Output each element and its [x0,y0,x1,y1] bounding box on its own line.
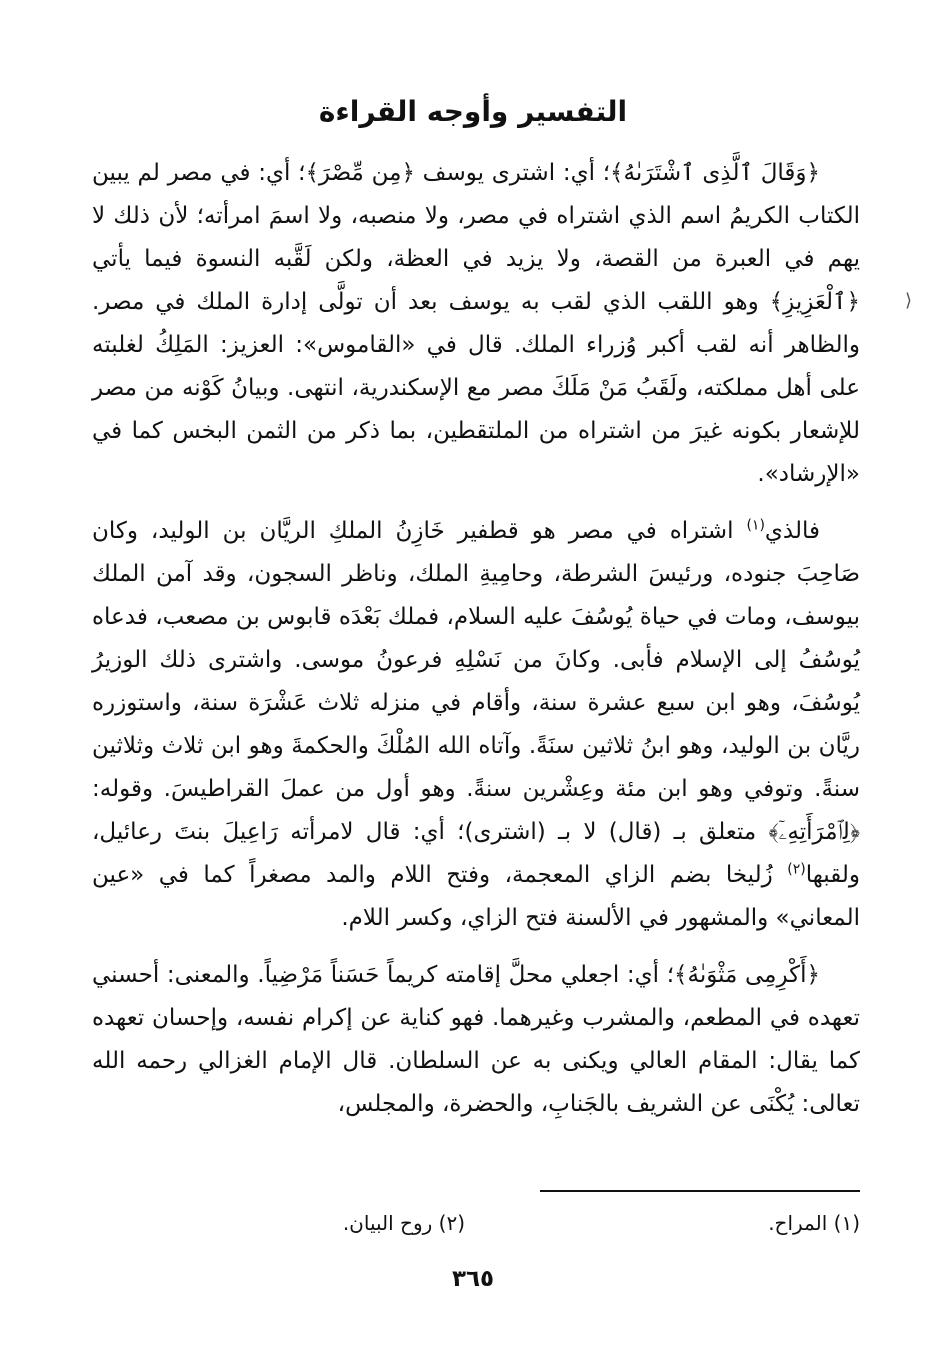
paragraph-3-text: ﴿أَكْرِمِى مَثْوَىٰهُ﴾؛ أي: اجعلي محلَّ إقامته كريماً حَسَناً مَرْضِياً. والمعنى: أحسني تعهده في المطعم، والمشرب وغيرهما. فهو كناية عن إكرام نفسه، وإحسان تعهده كما يقال: المقام العالي ويكنى به عن السلطان. قال الإمام الغزالي رحمه الله تعالى: يُكْنَى عن الشريف بالجَنابِ، والحضرة، والمجلس، [92,962,860,1117]
footnote-rule [540,1190,860,1192]
paragraph-1-text: ﴿وَقَالَ ٱلَّذِى ٱشْتَرَىٰهُ﴾؛ أي: اشترى يوسف ﴿مِن مِّصْرَ﴾؛ أي: في مصر لم يبين الكتاب الكريمُ اسم الذي اشتراه في مصر، ولا منصبه، ولا اسمَ امرأته؛ لأن ذلك لا يهم في العبرة من القصة، ولا يزيد في العظة، ولكن لَقَّبه النسوة فيما يأتي ﴿ٱلْعَزِيزِ﴾ وهو اللقب الذي لقب به يوسف بعد أن تولَّى إدارة الملك في مصر. والظاهر أنه لقب أكبر وُزراء الملك. قال في «القاموس»: العزيز: المَلِكُ لغلبته على أهل مملكته، ولَقَبُ مَنْ مَلَكَ مصر مع الإسكندرية، انتهى. وبيانُ كَوْنه من مصر للإشعار بكونه غيرَ من اشتراه من الملتقطين، بما ذكر من الثمن البخس كما في «الإرشاد». [92,160,860,487]
running-head: التفسير وأوجه القراءة [318,95,628,128]
page-number: ٣٦٥ [451,1266,495,1292]
footnote-1 [768,1208,860,1238]
paragraph-3 [92,954,860,1126]
footnote-2-text: روح البيان. [342,1211,433,1235]
footnote-ref-2[interactable]: (٢) [787,861,806,878]
footnote-2-number: (٢) [438,1211,465,1235]
paragraph-1 [92,152,860,496]
margin-mark: ⟨ [905,290,913,311]
body-text [92,152,860,1126]
paragraph-2-text-a: فالذي [764,518,820,544]
footnote-1-text: المراح. [768,1211,828,1235]
footnote-1-number: (١) [833,1211,860,1235]
paragraph-2-text-b: اشتراه في مصر هو قطفير خَازِنُ الملكِ الريَّان بن الوليد، وكان صَاحِبَ جنوده، ورئيسَ الشرطة، وحامِيةِ الملك، وناظر السجون، وقد آمن الملك بيوسف، ومات في حياة يُوسُفَ عليه السلام، فملك بَعْدَه قابوس بن مصعب، فدعاه يُوسُفُ إلى الإسلام فأبى. وكانَ من نَسْلِهِ فرعونُ موسى. واشترى ذلك الوزيرُ يُوسُفَ، وهو ابن سبع عشرة سنة، وأقام في منزله ثلاث عَشْرَة سنة، واستوزره ريَّان بن الوليد، وهو ابنُ ثلاثين سنَةً. وآتاه الله المُلْكَ والحكمةَ وهو ابن ثلاث وثلاثين سنةً. وتوفي وهو ابن مئة وعِشْرين سنةً. وهو أول من عملَ القراطيسَ. وقوله: ﴿لِٱمْرَأَتِهِۦٓ﴾ متعلق بـ (قال) لا بـ (اشترى)؛ أي: قال لامرأته رَاعِيلَ بنتَ رعائيل، ولقبها [92,518,860,888]
footnote-ref-1[interactable]: (١) [746,517,765,534]
footnote-2 [343,1208,465,1238]
paragraph-2-text-c: زُليخا بضم الزاي المعجمة، وفتح اللام والمد مصغراً كما في «عين المعاني» والمشهور في الألسنة فتح الزاي، وكسر اللام. [92,862,860,931]
paragraph-2 [92,510,860,940]
